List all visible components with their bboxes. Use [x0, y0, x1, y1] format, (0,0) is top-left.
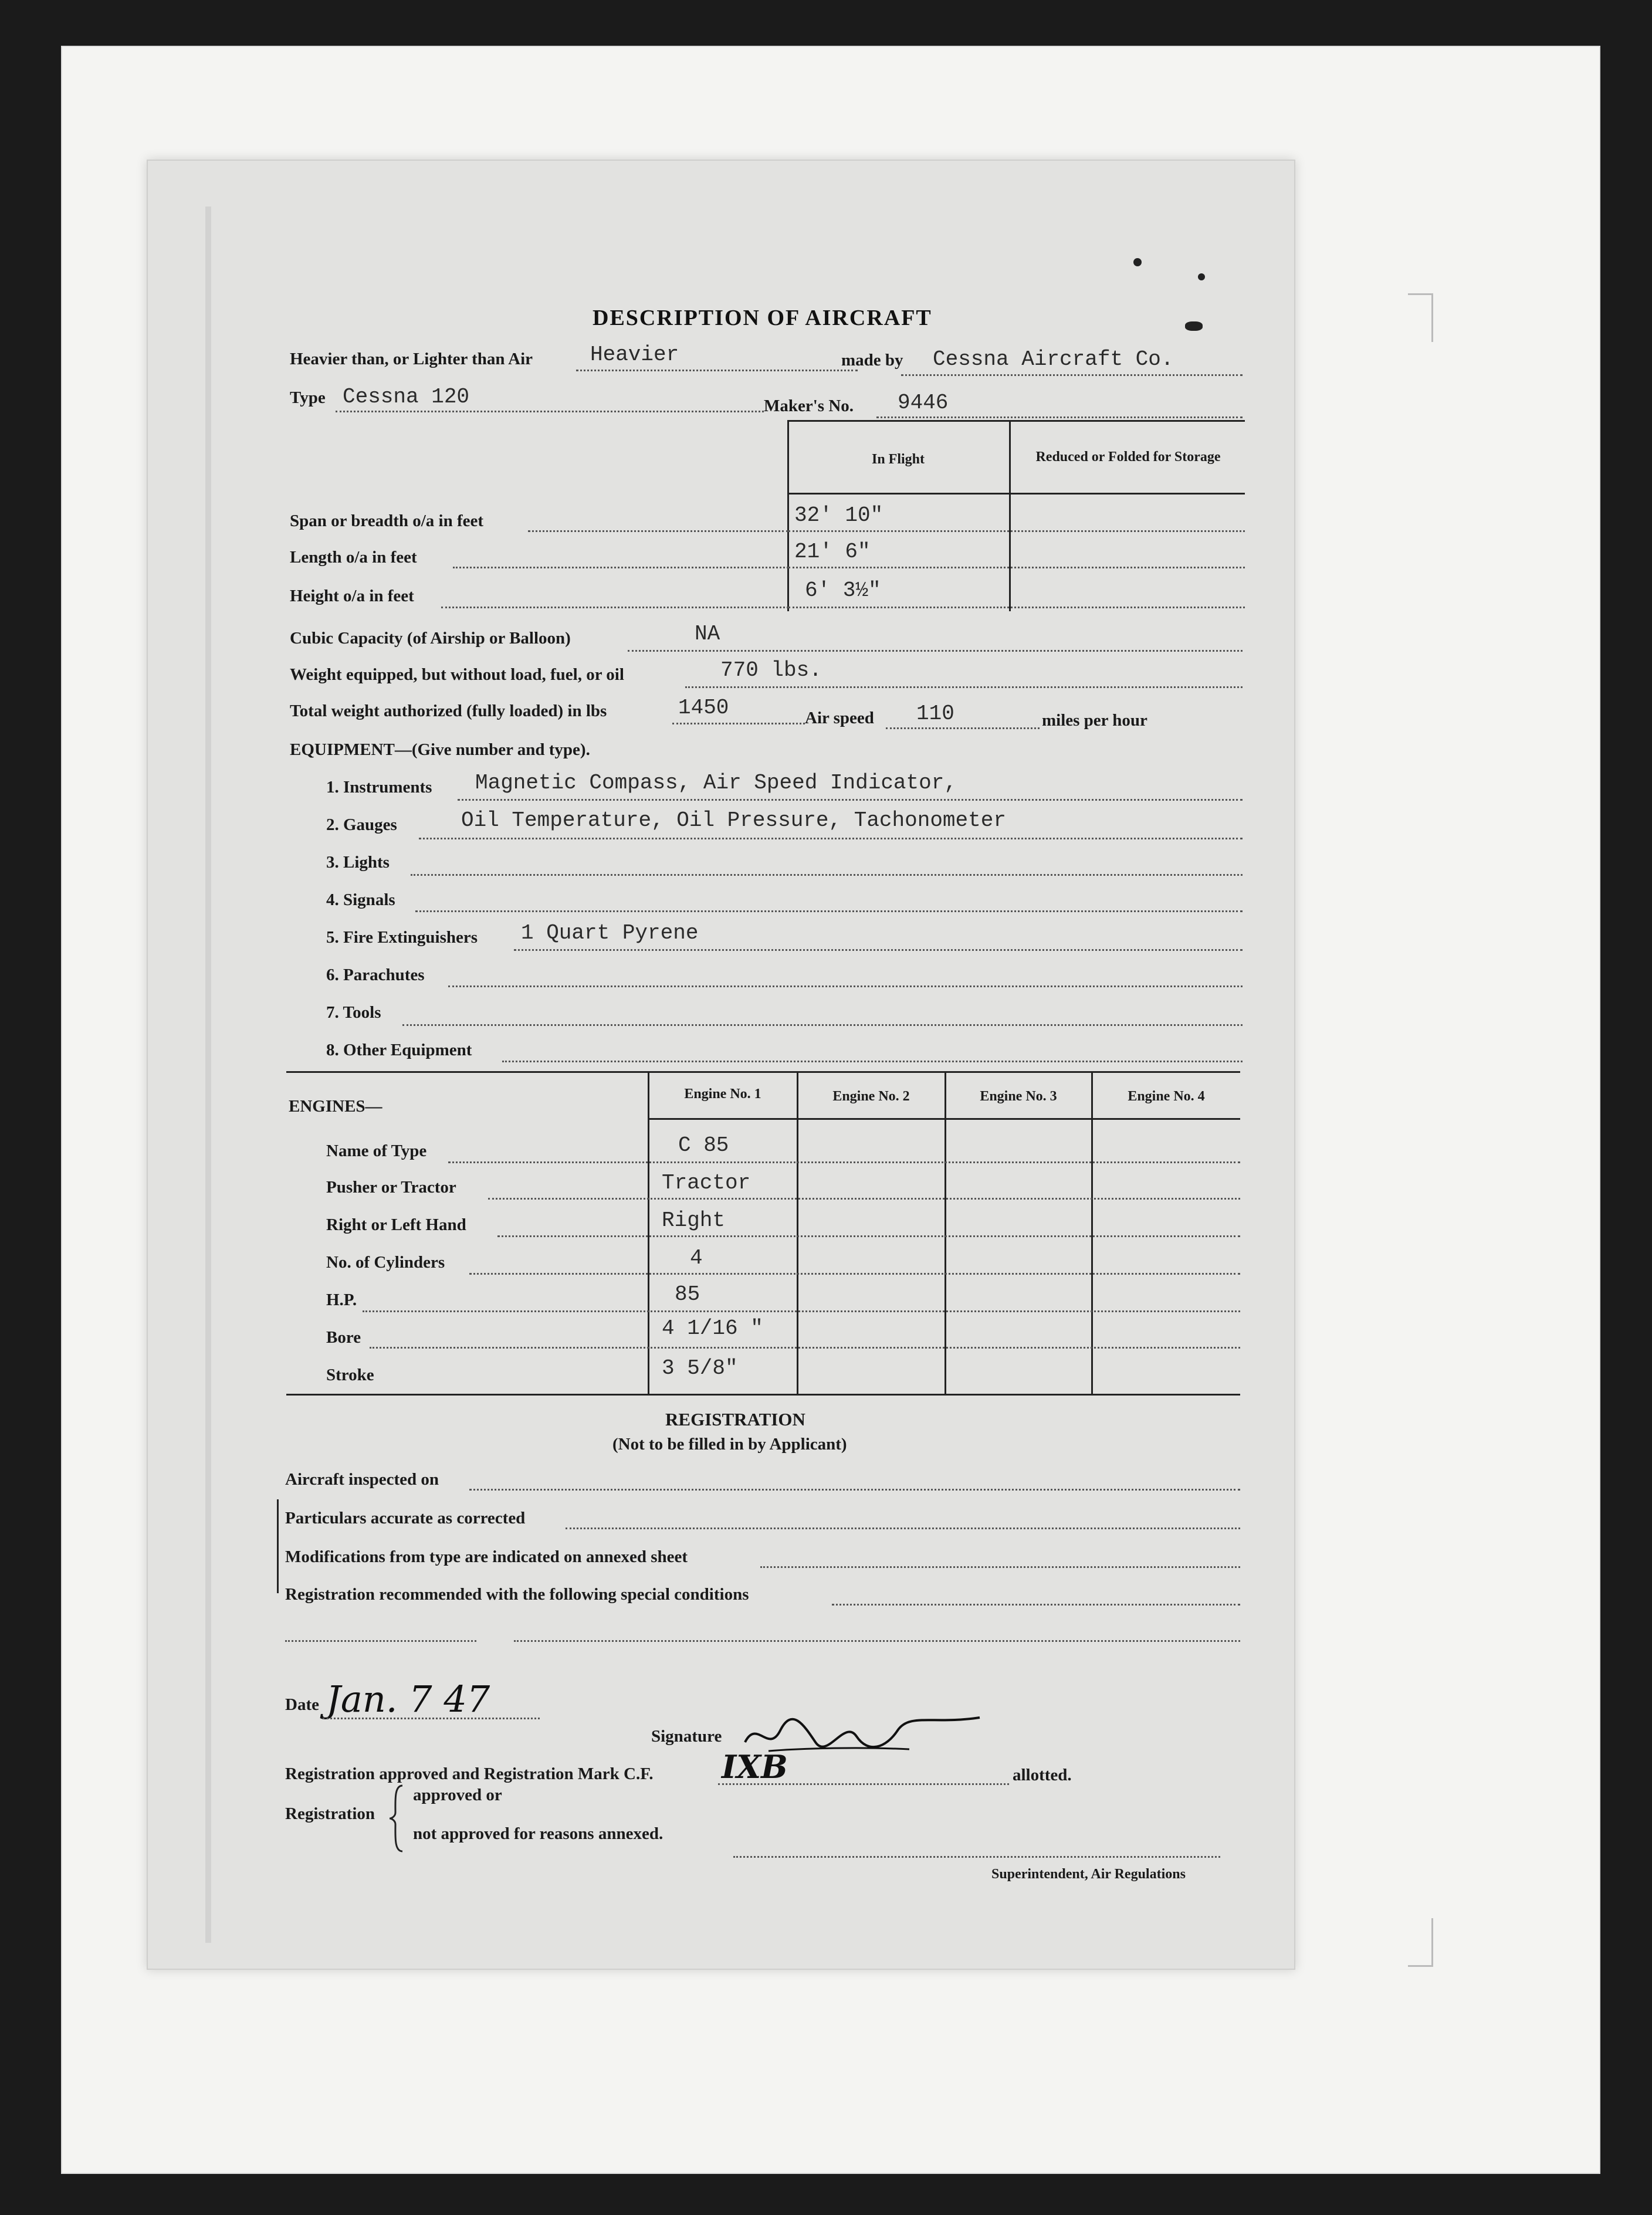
- dimensions-header-rule: [787, 493, 1245, 495]
- registration-margin-bracket: [277, 1499, 279, 1593]
- registration-subheading: (Not to be filled in by Applicant): [612, 1435, 847, 1454]
- col-in-flight: In Flight: [871, 452, 925, 467]
- col-reduced: Reduced or Folded for Storage: [1035, 449, 1221, 465]
- engines-heading: ENGINES—: [289, 1097, 382, 1116]
- weight-equipped-value: 770 lbs.: [720, 658, 822, 682]
- registration-label: Registration: [285, 1804, 375, 1823]
- engine-col-header: Engine No. 4: [1128, 1089, 1205, 1104]
- modifications-label: Modifications from type are indicated on annexed sheet: [285, 1547, 688, 1566]
- mark-value-handwritten: IXB: [722, 1748, 788, 1786]
- engine-row-label: Bore: [326, 1328, 361, 1347]
- form-title: DESCRIPTION OF AIRCRAFT: [593, 306, 932, 330]
- allotted-label: allotted.: [1013, 1766, 1072, 1784]
- ink-speck: [1133, 258, 1142, 266]
- engine-row-value: 4: [690, 1246, 703, 1270]
- equipment-label: 7. Tools: [326, 1003, 381, 1022]
- engine-row-label: H.P.: [326, 1291, 357, 1309]
- lighter-value: Heavier: [590, 343, 679, 367]
- equipment-value: Oil Temperature, Oil Pressure, Tachonometer: [461, 808, 1006, 832]
- inspected-label: Aircraft inspected on: [285, 1470, 439, 1489]
- air-speed-value: 110: [916, 702, 954, 726]
- signature-label: Signature: [651, 1727, 722, 1746]
- date-value-handwritten: Jan. 7 47: [326, 1678, 490, 1720]
- engines-header-rule: [648, 1118, 1240, 1120]
- ink-speck: [1198, 273, 1205, 280]
- dim-row-value: 21' 6": [794, 540, 871, 564]
- dim-row-label: Height o/a in feet: [290, 587, 414, 605]
- dimensions-top-rule: [787, 420, 1245, 422]
- makers-no-label: Maker's No.: [764, 397, 854, 415]
- approved-label: Registration approved and Registration Mark C.F.: [285, 1764, 654, 1783]
- dim-row-label: Span or breadth o/a in feet: [290, 512, 484, 530]
- engine-row-value: C 85: [678, 1133, 729, 1157]
- equipment-value: 1 Quart Pyrene: [521, 921, 699, 945]
- corner-mark-top: [1408, 293, 1433, 342]
- registration-heading: REGISTRATION: [665, 1409, 805, 1430]
- equipment-value: Magnetic Compass, Air Speed Indicator,: [475, 771, 957, 795]
- made-by-value: Cessna Aircraft Co.: [933, 347, 1174, 371]
- engines-bottom-rule: [286, 1394, 1240, 1396]
- air-speed-label: Air speed: [805, 709, 874, 727]
- registration-brace: [388, 1783, 406, 1854]
- engine-col-header: Engine No. 2: [832, 1089, 910, 1104]
- sheet-edge-shadow: [205, 206, 211, 1943]
- mph-label: miles per hour: [1042, 711, 1147, 730]
- recommended-label: Registration recommended with the following special conditions: [285, 1585, 749, 1604]
- engine-row-value: 85: [675, 1282, 700, 1306]
- particulars-label: Particulars accurate as corrected: [285, 1509, 526, 1528]
- equipment-heading: EQUIPMENT—(Give number and type).: [290, 740, 590, 759]
- equipment-label: 3. Lights: [326, 853, 390, 872]
- made-by-label: made by: [841, 351, 903, 370]
- lighter-label: Heavier than, or Lighter than Air: [290, 350, 533, 368]
- dim-row-label: Length o/a in feet: [290, 548, 417, 567]
- engine-row-label: Stroke: [326, 1366, 374, 1384]
- engines-top-rule: [286, 1071, 1240, 1073]
- engine-row-value: 4 1/16 ": [662, 1316, 763, 1340]
- type-value: Cessna 120: [343, 385, 470, 409]
- engine-col-header: Engine No. 3: [980, 1089, 1057, 1104]
- equipment-label: 1. Instruments: [326, 778, 432, 797]
- dimensions-left-rule: [787, 420, 789, 611]
- equipment-label: 4. Signals: [326, 890, 395, 909]
- total-weight-label: Total weight authorized (fully loaded) in lbs: [290, 702, 607, 720]
- corner-mark-bottom: [1408, 1918, 1433, 1967]
- makers-no-value: 9446: [898, 391, 949, 415]
- ink-speck: [1185, 321, 1203, 331]
- engine-row-label: Name of Type: [326, 1142, 427, 1160]
- cubic-label: Cubic Capacity (of Airship or Balloon): [290, 629, 571, 648]
- superintendent-label: Superintendent, Air Regulations: [991, 1867, 1186, 1882]
- equipment-label: 5. Fire Extinguishers: [326, 928, 478, 947]
- engine-row-value: Tractor: [662, 1171, 751, 1195]
- approved-or-label: approved or: [413, 1786, 502, 1804]
- dimensions-col-divider: [1009, 420, 1011, 611]
- date-label: Date: [285, 1695, 319, 1714]
- cubic-value: NA: [695, 622, 720, 646]
- engine-row-value: 3 5/8": [662, 1356, 738, 1380]
- engine-row-label: No. of Cylinders: [326, 1253, 445, 1272]
- total-weight-value: 1450: [678, 696, 729, 720]
- dim-row-value: 32' 10": [794, 503, 883, 527]
- type-label: Type: [290, 388, 326, 407]
- dim-row-value: 6' 3½": [805, 578, 881, 602]
- not-approved-label: not approved for reasons annexed.: [413, 1824, 663, 1843]
- engine-row-label: Right or Left Hand: [326, 1215, 466, 1234]
- engine-row-value: Right: [662, 1208, 726, 1232]
- engine-col-header: Engine No. 1: [684, 1086, 761, 1102]
- engine-row-label: Pusher or Tractor: [326, 1178, 456, 1197]
- equipment-label: 8. Other Equipment: [326, 1041, 472, 1059]
- weight-equipped-label: Weight equipped, but without load, fuel, or oil: [290, 665, 624, 684]
- equipment-label: 6. Parachutes: [326, 966, 425, 984]
- equipment-label: 2. Gauges: [326, 815, 397, 834]
